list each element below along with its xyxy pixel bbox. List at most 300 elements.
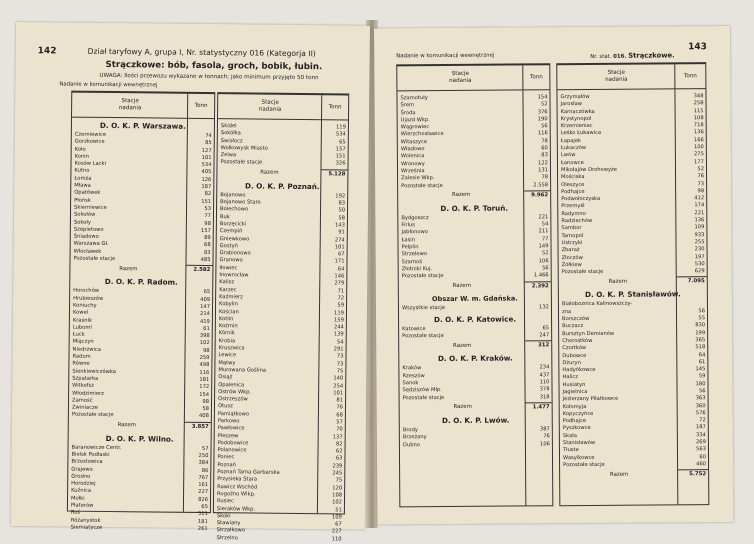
station-name: Sieraków Wkp. (216, 505, 256, 513)
tons-value: 419 (199, 318, 210, 325)
subtitle: Nadanie w komunikacji wewnętrznej (396, 52, 495, 60)
tons-value: 78 (541, 138, 548, 145)
tons-value: 259 (199, 354, 210, 362)
tons-value: 291 (333, 346, 344, 353)
table-row (399, 332, 551, 340)
station-name: Wasylkowce (562, 454, 595, 461)
station-name: Firlus (401, 222, 416, 229)
tons-value: 199 (695, 329, 706, 336)
station-name: Pozostałe stacje (71, 411, 114, 419)
tons-value: 145 (695, 366, 706, 373)
tons-value: 101 (201, 154, 212, 161)
station-name: Września (400, 168, 425, 175)
tons-value: 234 (539, 364, 550, 371)
tons-value: 933 (694, 231, 705, 238)
table-row (214, 535, 344, 544)
station-name: Łapajek (560, 137, 582, 144)
total-label: Razem (119, 265, 138, 273)
tons-value: 65 (201, 504, 208, 511)
region-heading: D. O. K. P. Kraków. (437, 353, 513, 364)
right-page (374, 26, 733, 524)
tons-value: 61 (698, 358, 706, 366)
station-name: Polanowice (217, 447, 247, 454)
tons-value: 460 (696, 461, 707, 468)
tons-value: 197 (694, 253, 705, 260)
tons-value: 181 (199, 376, 210, 383)
tons-value: 360 (695, 402, 706, 409)
station-header: Stacje nadania (605, 69, 628, 83)
tons-value: 126 (201, 176, 212, 183)
note: UWAGA: Ilości przewozu wykazano w tonnach; jako minimum przyjęto 50 tonn (99, 72, 319, 82)
station-name: Jarosław (560, 101, 583, 108)
tons-value: 348 (693, 93, 704, 100)
tons-value: 89 (204, 235, 211, 242)
station-name: Łomża (74, 175, 92, 182)
tons-value: 98 (202, 398, 210, 405)
tons-value: 101 (333, 390, 344, 397)
station-name: Luboml (72, 324, 92, 331)
tons-value: 78 (541, 174, 549, 181)
station-name: Rzeszów (402, 372, 425, 380)
tons-value: 56 (698, 388, 706, 395)
station-name: Skierniewice (74, 204, 107, 211)
station-name: Białoboznica Kalinowszczy- (561, 301, 633, 308)
tons-value: 64 (698, 351, 706, 358)
station-name: Pozostałe stacje (73, 255, 116, 263)
station-name: Hadyńkowce (562, 367, 596, 374)
tons-value: 102 (199, 340, 210, 347)
station-name: Mościska (561, 174, 585, 181)
station-name: Karzec (219, 286, 237, 293)
tons-value: 65 (203, 289, 211, 296)
station-name: Pozostałe stacje (561, 269, 604, 276)
station-name: Kotlin (218, 315, 234, 323)
station-name: Koźmin (218, 323, 238, 330)
tons-value: 826 (198, 496, 209, 503)
region-heading: D. O. K. P. Radom. (104, 277, 178, 288)
station-name: Ostrów Wkp. (218, 388, 252, 396)
station-name: Lwów (560, 152, 576, 159)
tons-value: 50 (338, 207, 346, 214)
station-name: Borszczów (562, 316, 590, 323)
station-name: Ostrzeszów (218, 396, 248, 403)
tons-value: 255 (694, 239, 705, 246)
station-name: Mikołajów Drohowyże (560, 166, 617, 174)
station-name: Szpatarka (72, 375, 99, 382)
table-row (559, 268, 707, 276)
stat-number-label: Nr. stat. 016. Strączkowe. (590, 51, 675, 60)
station-name: Roś (70, 509, 81, 517)
station-name: Pyszkowce (562, 425, 591, 432)
station-name: Sędziszów Młp. (402, 387, 442, 394)
tons-value: 157 (335, 146, 346, 153)
station-name: Warszawa Gł. (73, 241, 109, 248)
tons-value: 127 (201, 147, 212, 154)
region-heading: D. O. K. P. Stanisławów. (584, 289, 681, 300)
station-name: Sanok (402, 380, 419, 387)
station-name: Łukaczów (560, 145, 587, 152)
total-value: 312 (525, 341, 551, 350)
tons-value: 485 (200, 256, 211, 264)
station-name: Konin (74, 153, 89, 160)
station-name: Pozostałe stacje (220, 159, 263, 167)
station-name: Pozostałe stacje (402, 333, 444, 340)
left-page (11, 22, 370, 543)
station-name: Inowrocław (219, 272, 249, 279)
station-name: Ustrzyki (561, 239, 583, 247)
tons-value: 214 (200, 311, 210, 318)
tons-value: 115 (693, 107, 704, 114)
tons-value: 211 (538, 228, 549, 235)
station-name: Środa (400, 109, 416, 116)
station-name: Brzeżany (402, 434, 427, 441)
page-number: 142 (37, 46, 57, 57)
station-name: Zamość (72, 397, 93, 404)
station-name: Osiąż (218, 374, 233, 381)
tons-value: 530 (694, 261, 705, 268)
tons-value: 98 (204, 220, 211, 227)
tons-value: 82 (335, 441, 343, 448)
station-name: Oleszyce (561, 181, 585, 188)
tons-header: Tonn (529, 74, 543, 81)
station-name: Rusiec (216, 498, 234, 505)
tons-value: 405 (201, 169, 212, 176)
station-name: Sokoły (73, 219, 91, 226)
station-name: Wołkowysk Miasto (220, 145, 268, 152)
tons-value: 136 (693, 129, 704, 136)
table-row (69, 412, 211, 421)
station-name: Bolechowo (220, 206, 249, 213)
station-name: Pamiątkowo (217, 410, 250, 418)
station-name: Szarnoś (401, 258, 423, 265)
tons-value: 55 (698, 315, 706, 322)
total-label: Razem (453, 342, 472, 349)
tons-value: 116 (199, 369, 210, 376)
tons-value: 437 (539, 371, 550, 379)
station-name: Kościan (218, 308, 239, 315)
tons-value: 76 (336, 404, 344, 411)
station-name: Bydgoszcz (401, 214, 429, 222)
tons-value: 363 (695, 395, 706, 402)
tons-value: 227 (331, 528, 342, 535)
tons-header: Tonn (328, 104, 342, 111)
station-name: Kalisz (219, 279, 235, 286)
tons-value: 250 (198, 452, 209, 460)
tons-value: 83 (203, 249, 211, 256)
tons-value: 151 (201, 198, 212, 205)
station-name: Równe (72, 360, 90, 368)
tons-value: 59 (337, 302, 345, 309)
station-name: Miączyn (72, 339, 94, 346)
station-name: Zwiniacze (71, 404, 98, 411)
tons-value: 83 (541, 152, 548, 159)
station-header: Stacje nadania (258, 99, 282, 113)
station-name: Podhajce (561, 188, 585, 196)
total-label: Razem (452, 282, 471, 289)
tons-value: 119 (334, 309, 345, 316)
tons-value: 180 (695, 380, 706, 387)
station-name: Śniadowo (73, 233, 99, 241)
tons-value: 72 (699, 417, 706, 424)
station-name: Różanystok (70, 517, 101, 524)
station-name: Witaszyce (400, 138, 428, 146)
tons-value: 116 (537, 130, 548, 137)
tons-value: 58 (202, 406, 209, 413)
station-name: Iłowiec (219, 264, 238, 272)
tons-value: 181 (197, 518, 208, 525)
tons-value: 258 (693, 100, 704, 107)
tons-value: 98 (697, 188, 705, 195)
total-label: Razem (608, 278, 627, 285)
column-header (397, 65, 549, 91)
tons-value: 269 (695, 439, 706, 446)
station-name: Jabłonowo (401, 229, 428, 236)
tons-value: 65 (542, 325, 550, 332)
station-name: Rogoźno Wlkp. (217, 491, 256, 498)
tons-value: 157 (200, 227, 211, 234)
station-name: Kuźnica (71, 488, 92, 495)
tons-value: 190 (537, 116, 548, 123)
total-label: Razem (453, 404, 472, 411)
station-name: Wronowy (400, 160, 425, 167)
tons-value: 56 (542, 265, 549, 272)
tons-value: 230 (694, 246, 705, 253)
station-name: Strzałkowo (216, 527, 245, 534)
total-label: Razem (117, 422, 136, 429)
station-name: Stanisławów (562, 440, 596, 447)
tons-value: 73 (697, 180, 705, 187)
station-name: Krzemieniec (560, 123, 593, 130)
station-name: Hrubieszów (73, 295, 104, 302)
station-name: Łuck (72, 331, 85, 338)
table-row (68, 525, 210, 534)
tons-value: 326 (335, 160, 346, 167)
tons-value: 110 (539, 379, 550, 386)
tons-value: 51 (335, 506, 342, 513)
station-name: Żółkiew (561, 261, 582, 269)
tons-value: 52 (540, 101, 548, 108)
tons-value: 101 (334, 244, 345, 251)
tons-value: 498 (199, 362, 210, 369)
tons-value: 82 (204, 191, 212, 198)
station-header: Stacje nadania (118, 98, 142, 112)
station-name: Borzęcicki (219, 221, 247, 228)
tons-value: 149 (538, 243, 549, 250)
tons-value: 334 (695, 431, 706, 439)
tons-value: 245 (332, 470, 343, 477)
station-name: Brody (402, 427, 418, 434)
station-name: Kruszwica (218, 345, 245, 352)
tons-value: 120 (332, 484, 343, 492)
tons-value: 140 (333, 375, 344, 382)
tons-value: 72 (337, 295, 345, 302)
station-name: Kutno (74, 168, 90, 175)
total-label: Razem (260, 169, 279, 177)
tons-value: 221 (538, 214, 549, 221)
tons-value: 61 (203, 325, 210, 332)
tons-value: 254 (333, 382, 344, 389)
station-name: Kraków (402, 365, 422, 372)
tons-header: Tonn (194, 102, 208, 110)
station-name: Zelwa (220, 152, 237, 159)
station-name: Krobia (218, 337, 236, 345)
station-name: Wągrowiec (400, 124, 430, 131)
tons-value: 534 (201, 162, 212, 169)
tons-value: 57 (201, 445, 209, 452)
tons-value: 67 (335, 521, 342, 528)
tons-value: 143 (334, 222, 345, 229)
table-column-right-1 (396, 63, 553, 507)
column-header (557, 64, 705, 90)
tons-value: 58 (338, 215, 345, 222)
total-value: 5.128 (321, 169, 347, 178)
tons-value: 63 (335, 455, 343, 462)
tons-value: 279 (334, 280, 345, 287)
station-name: Dubno (402, 441, 420, 448)
tons-value: 81 (336, 397, 344, 404)
station-name: Sokołów (73, 211, 96, 219)
station-name: Stawiany (216, 520, 241, 527)
station-name: Grzymałów (560, 93, 590, 101)
station-name: Husiatyn (562, 381, 586, 388)
tons-value: 91 (338, 229, 345, 236)
tons-value: 137 (332, 433, 343, 441)
tons-value: 154 (537, 94, 548, 101)
tons-value: 76 (697, 173, 705, 180)
station-name: Zbaraż (561, 247, 580, 254)
tons-value: 174 (694, 202, 705, 209)
station-name: Bursztyn Demianów (562, 330, 615, 337)
tons-value: 398 (199, 333, 210, 340)
table-row (560, 461, 708, 469)
station-name: Katowice (402, 325, 426, 333)
tons-value: 83 (338, 200, 346, 207)
station-name: Kosów Lacki (74, 160, 107, 168)
station-name: Krystynopol (560, 115, 592, 123)
tons-value: 110 (331, 536, 342, 543)
station-name: Przemyśl (561, 203, 585, 210)
tons-value: 192 (335, 193, 346, 200)
total-value: 7.095 (677, 277, 707, 286)
tons-value: 227 (198, 489, 209, 496)
station-name: Siemiatycze (70, 524, 103, 531)
station-name: Łasin (401, 236, 416, 244)
tons-value: 166 (693, 136, 704, 144)
tons-value: 576 (695, 410, 706, 417)
table-row (217, 160, 347, 169)
station-name: Halicz (562, 374, 579, 381)
tons-value: 187 (201, 184, 212, 191)
station-name: Niedrzwica (72, 346, 101, 353)
goods-title: Strączkowe: bób, fasola, groch, bobik, łubin. (105, 59, 323, 73)
tons-value: 718 (693, 122, 704, 129)
total-value: 5.752 (678, 469, 708, 478)
tons-value: 1.466 (533, 272, 549, 279)
tons-value: 275 (693, 151, 704, 158)
tons-value: 139 (333, 331, 344, 338)
tons-value: 136 (694, 217, 705, 224)
station-name: Skidel (220, 123, 237, 130)
tons-value: 132 (539, 303, 549, 310)
station-name: Otusz (217, 403, 233, 410)
station-name: Poznań (217, 461, 237, 469)
station-name: Władowo (400, 146, 425, 153)
tons-value: 102 (332, 499, 343, 506)
tons-value: 76 (543, 433, 550, 440)
station-name: Włodzimierz (72, 390, 104, 397)
station-name: Koło (74, 146, 86, 153)
station-name: Karnaczówka (560, 108, 595, 115)
tons-value: 56 (698, 307, 706, 314)
tons-value: 52 (541, 250, 549, 257)
tons-value: 534 (335, 131, 346, 138)
tons-value: 131 (538, 167, 549, 174)
total-value: 9.962 (524, 190, 550, 199)
tons-value: 119 (335, 124, 346, 131)
tons-value: 62 (335, 448, 343, 455)
station-name: Pozostałe stacje (563, 461, 605, 469)
station-name: Mątwy (218, 359, 236, 366)
station-name: Złotniki Kuj. (401, 266, 433, 273)
tons-value: 244 (333, 324, 344, 331)
station-name: Gniewkowo (219, 235, 250, 243)
station-name: Buk (219, 213, 230, 220)
station-name: Świsłocz (220, 137, 243, 144)
station-name: Pawłowice (217, 425, 245, 432)
tons-value: 75 (335, 477, 343, 484)
tons-value: 147 (200, 303, 211, 310)
station-name: Baranowicze Centr. (71, 444, 122, 451)
tons-value: 59 (698, 373, 706, 380)
station-name: Pozostałe stacje (402, 394, 445, 401)
table-column-left-1 (67, 91, 215, 532)
tons-value: 378 (539, 386, 550, 393)
table-column-left-2 (213, 92, 349, 543)
tons-value: 109 (331, 514, 342, 521)
station-name: Grodno (71, 473, 91, 480)
station-name: Poniec (217, 454, 235, 461)
station-name: Buczacz (562, 323, 584, 330)
station-name: Podobowice (217, 440, 249, 447)
tons-value: 122 (538, 159, 548, 167)
tons-value: 629 (694, 268, 705, 275)
region-heading: Obszar W. m. Gdańska. (431, 294, 518, 303)
region-heading: D. O. K. P. Lwów. (441, 415, 510, 425)
tons-value: 71 (337, 288, 345, 295)
tons-value: 98 (202, 347, 210, 354)
tons-value: 68 (204, 242, 211, 249)
tons-value: 70 (336, 426, 343, 433)
region-heading: D. O. K. P. Wilno. (105, 433, 174, 444)
station-name: Radziechów (561, 218, 593, 225)
tons-value: 171 (334, 258, 345, 265)
tons-value: 159 (333, 317, 344, 324)
tons-value: 2.558 (533, 181, 549, 188)
station-name: Sienkiewiczówka (72, 368, 117, 375)
tons-value: 365 (695, 337, 706, 344)
station-name: Jagielnica (562, 388, 588, 396)
tons-value: 73 (336, 353, 344, 360)
station-name: Złoczów (561, 254, 583, 261)
station-name: Pelplin (401, 244, 419, 251)
table-row (398, 182, 550, 190)
tons-value: 384 (198, 460, 209, 467)
tons-value: 60 (541, 145, 548, 152)
station-name: Chorostków (562, 337, 593, 345)
tons-value: 60 (699, 453, 707, 460)
tons-value: 767 (198, 474, 209, 481)
station-name: Gorzkowice (74, 138, 105, 146)
